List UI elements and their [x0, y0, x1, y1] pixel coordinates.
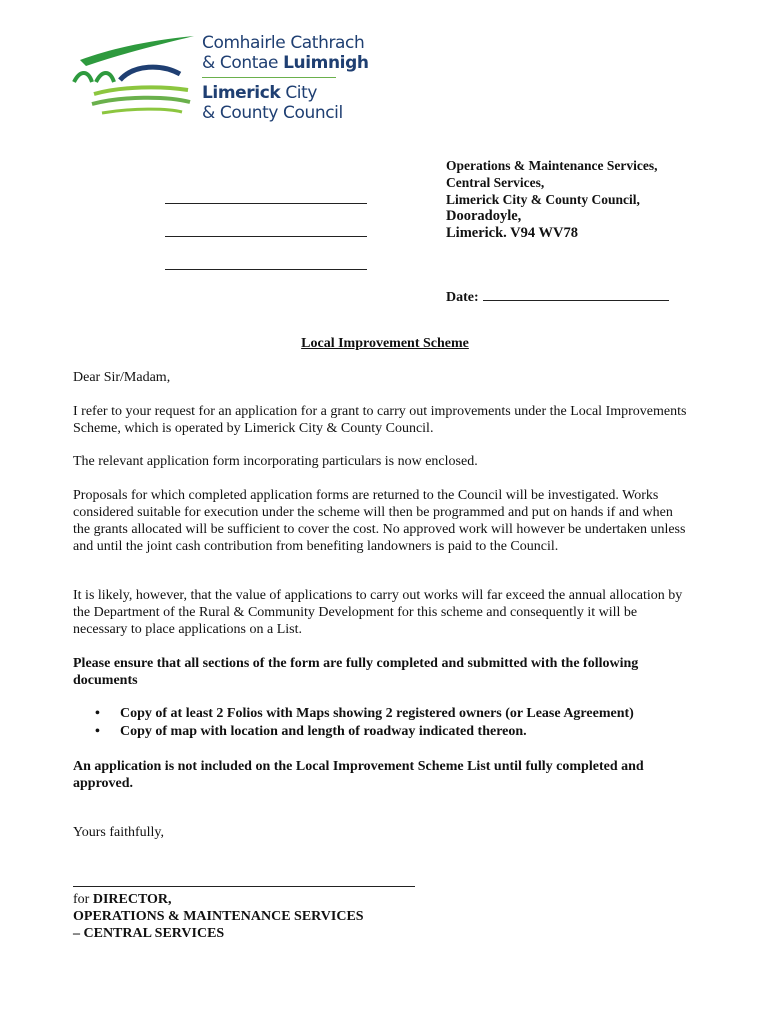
salutation: Dear Sir/Madam,	[73, 370, 171, 385]
list-item	[95, 723, 634, 741]
paragraph-notice: An application is not included on the Local Improvement Scheme List until fully completed and approved.	[73, 759, 644, 791]
logo-irish-line-2	[202, 53, 369, 73]
sender-address	[446, 157, 657, 242]
logo-line3-rest: City	[280, 83, 318, 103]
paragraph-instructions: Please ensure that all sections of the form are fully completed and submitted with the following documents	[73, 656, 639, 688]
letter-title-text: Local Improvement Scheme	[301, 336, 469, 351]
list-item-text: Copy of at least 2 Folios with Maps showing 2 registered owners (or Lease Agreement)	[120, 706, 634, 721]
signature-prefix: for	[73, 892, 93, 907]
bullet-icon: •	[95, 706, 100, 721]
council-logo	[72, 30, 369, 130]
signature-line-3: – CENTRAL SERVICES	[73, 926, 225, 941]
address-line-2: Central Services,	[446, 175, 545, 190]
signature-line-1	[73, 891, 364, 908]
address-line-4: Dooradoyle,	[446, 208, 522, 224]
date-label: Date:	[446, 290, 479, 305]
signature-director: DIRECTOR,	[92, 892, 172, 907]
recipient-address-line-2	[165, 235, 367, 237]
logo-line2-prefix: & Contae	[202, 53, 284, 73]
signature-block	[73, 891, 364, 942]
paragraph-request: I refer to your request for an application for a grant to carry out improvements under the Local Improvements Scheme, which is operated by Limerick City & County Council.	[73, 404, 687, 436]
bullet-icon: •	[95, 724, 100, 739]
logo-line3-bold: Limerick	[202, 83, 281, 103]
paragraph-allocation: It is likely, however, that the value of applications to carry out works will far exceed the annual allocation by the Department of the Rural & Community Development for this scheme and consequently it will be necessary to place applications on a List.	[73, 588, 683, 637]
logo-irish-line-1: Comhairle Cathrach	[202, 33, 365, 53]
required-documents-list	[95, 705, 634, 741]
logo-divider	[202, 77, 336, 78]
paragraph-proposals: Proposals for which completed application forms are returned to the Council will be investigated. Works considered suitable for execution under the scheme will then be programmed and put on hands if and when the grants allocated will be sufficient to cover the cost. No approved work will however be undertaken unless and until the joint cash contribution from benefiting landowners is paid to the Council.	[73, 488, 686, 554]
date-field	[446, 288, 669, 306]
address-line-5: Limerick. V94 WV78	[446, 225, 578, 241]
letter-title	[0, 336, 770, 352]
address-line-3: Limerick City & County Council,	[446, 192, 640, 207]
list-item	[95, 705, 634, 723]
signature-line	[73, 886, 415, 887]
recipient-address-line-3	[165, 268, 367, 270]
council-logo-mark-icon	[72, 30, 202, 125]
logo-line2-bold: Luimnigh	[283, 53, 369, 73]
list-item-text: Copy of map with location and length of roadway indicated thereon.	[120, 724, 527, 739]
logo-english-line-1	[202, 83, 369, 103]
recipient-address-line-1	[165, 202, 367, 204]
signature-line-2: OPERATIONS & MAINTENANCE SERVICES	[73, 909, 364, 924]
logo-english-line-2: & County Council	[202, 103, 343, 123]
date-blank-line	[483, 288, 669, 301]
closing: Yours faithfully,	[73, 825, 165, 840]
address-line-1: Operations & Maintenance Services,	[446, 158, 658, 173]
paragraph-enclosed: The relevant application form incorporating particulars is now enclosed.	[73, 454, 478, 469]
